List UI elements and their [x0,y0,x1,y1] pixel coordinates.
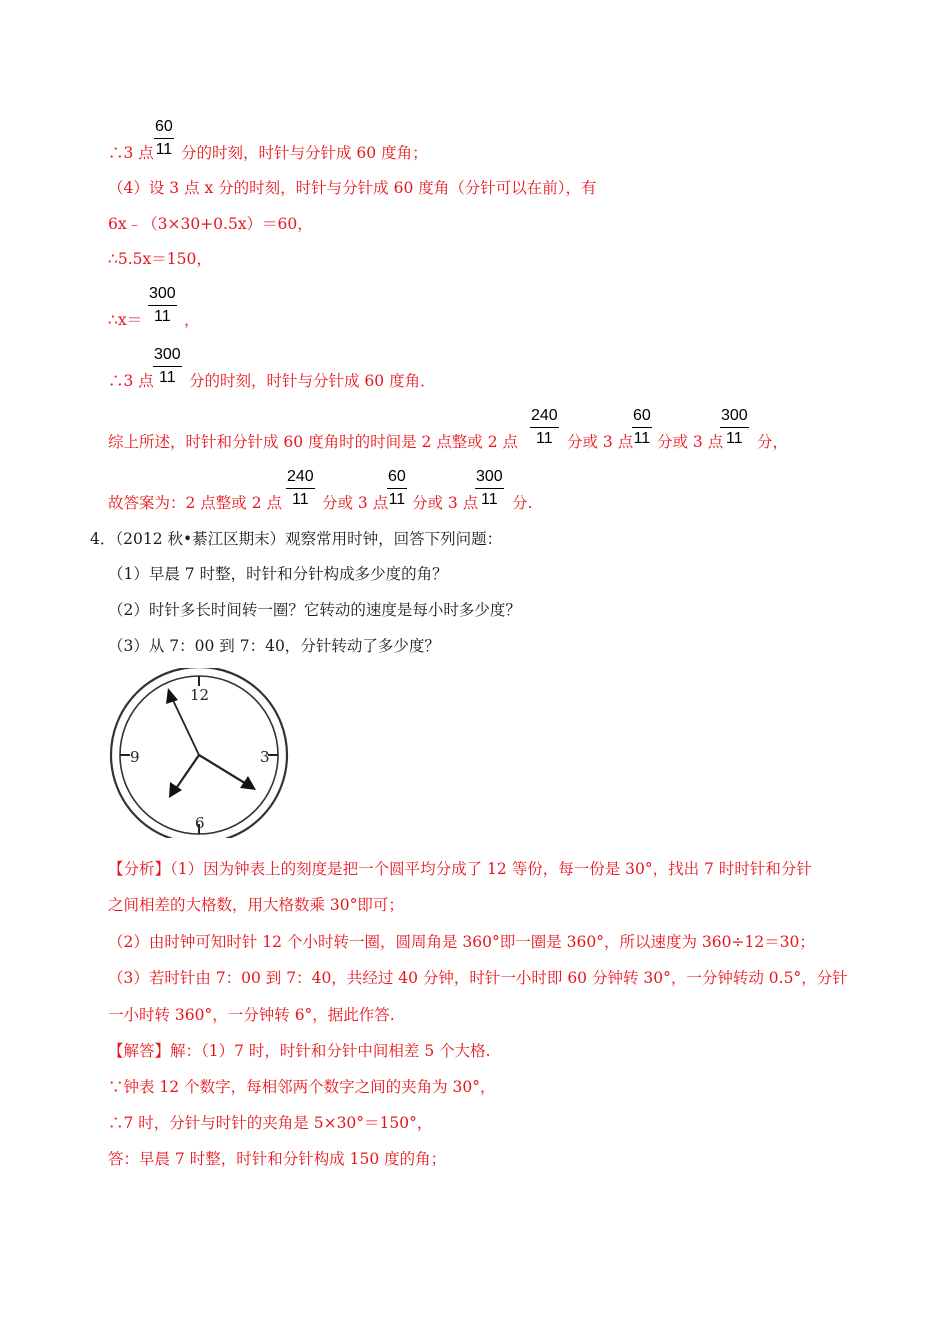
fraction-240-11 [530,407,559,448]
sol-line-2: （4）设 3 点 x 分的时刻，时针与分针成 60 度角（分针可以在前），有 [108,179,597,197]
answer-part-b: 分或 3 点 [322,494,389,512]
problem-4-q3: （3）从 7：00 到 7：40，分针转动了多少度？ [108,637,440,655]
fraction-denominator: 11 [481,491,498,508]
problem-4-q1: （1）早晨 7 时整，时针和分针构成多少度的角？ [108,565,448,583]
analysis-label: 【分析】 [108,860,171,878]
fraction-denominator: 11 [726,430,743,447]
fraction-60-11 [387,468,407,509]
clock-number-9: 9 [130,748,140,766]
answer-part-d: 分. [512,494,533,512]
problem-4-stem: 4．（2012 秋•綦江区期末）观察常用时钟，回答下列问题： [90,530,503,548]
answer-part-a: 故答案为：2 点整或 2 点 [108,494,283,512]
analysis-line-3: （2）由时钟可知时针 12 个小时转一圈，圆周角是 360°即一圈是 360°，所以速度为 360÷12＝30； [108,933,815,951]
analysis-line-4: （3）若时针由 7：00 到 7：40，共经过 40 分钟，时针一小时即 60 分钟转 30°，一分钟转动 0.5°，分针 [108,969,848,987]
fraction-numerator: 60 [154,118,174,139]
fraction-numerator: 60 [387,468,407,489]
fraction-60-11 [154,118,174,159]
problem-4-q2: （2）时针多长时间转一圈？它转动的速度是每小时多少度？ [108,601,521,619]
analysis-line-2: 之间相差的大格数，用大格数乘 30°即可； [108,896,404,914]
fraction-240-11 [286,468,315,509]
fraction-denominator: 11 [388,491,406,508]
fraction-numerator: 240 [286,468,315,489]
fraction-denominator: 11 [633,430,651,447]
fraction-300-11 [475,468,504,509]
sol-line-5: ∴x＝ [108,311,143,329]
summary-part-b: 分或 3 点 [567,433,634,451]
fraction-300-11 [148,285,177,326]
solution-line-1 [108,1041,491,1061]
analysis-line-5: 一小时转 360°，一分钟转 6°，据此作答. [108,1006,395,1024]
clock-number-6: 6 [195,814,205,832]
clock-hand [175,755,199,790]
fraction-denominator: 11 [155,141,173,158]
solution-line-4: 答：早晨 7 时整，时针和分针构成 150 度的角； [108,1150,447,1168]
fraction-numerator: 300 [720,407,749,428]
solution-text: 解：（1）7 时，时针和分针中间相差 5 个大格. [170,1042,491,1060]
summary-part-d: 分， [757,433,789,451]
fraction-numerator: 240 [530,407,559,428]
text-segment: ∴3 点 [108,144,154,162]
solution-line-3: ∴7 时，分针与时针的夹角是 5×30°＝150°， [108,1114,433,1132]
fraction-numerator: 60 [632,407,652,428]
summary-part-a: 综上所述，时针和分针成 60 度角时的时间是 2 点整或 2 点 [108,433,519,451]
sol-line-6-suffix: 分的时刻，时针与分针成 60 度角． [189,372,436,390]
fraction-60-11 [632,407,652,448]
answer-part-c: 分或 3 点 [412,494,479,512]
sol-line-5-suffix: ， [184,311,200,329]
clock-hand [171,696,199,755]
sol-line-6: ∴3 点 [108,372,154,390]
clock-hand [199,755,248,785]
arrowhead [240,776,256,790]
clock-number-12: 12 [190,686,210,704]
fraction-numerator: 300 [475,468,504,489]
fraction-300-11 [153,346,182,387]
fraction-denominator: 11 [154,308,171,325]
analysis-line-1 [108,859,812,879]
clock-number-3: 3 [260,748,270,766]
sol-line-4: ∴5.5x＝150， [108,250,212,268]
fraction-numerator: 300 [148,285,177,306]
clock-figure [108,668,290,838]
analysis-text: （1）因为钟表上的刻度是把一个圆平均分成了 12 等份，每一份是 30°，找出 7 时时针和分针 [170,860,812,878]
solution-line-2: ∵钟表 12 个数字，每相邻两个数字之间的夹角为 30°， [108,1078,496,1096]
summary-part-c: 分或 3 点 [657,433,724,451]
fraction-denominator: 11 [536,430,553,447]
sol-line-1 [108,143,154,163]
arrowhead [166,688,178,704]
fraction-denominator: 11 [159,369,176,386]
fraction-denominator: 11 [292,491,309,508]
fraction-numerator: 300 [153,346,182,367]
solution-label: 【解答】 [108,1042,171,1060]
fraction-300-11 [720,407,749,448]
text-segment: 分的时刻，时针与分针成 60 度角； [181,144,428,162]
sol-line-1-suffix [181,143,428,163]
sol-line-3: 6x﹣（3×30+0.5x）＝60， [108,215,313,233]
